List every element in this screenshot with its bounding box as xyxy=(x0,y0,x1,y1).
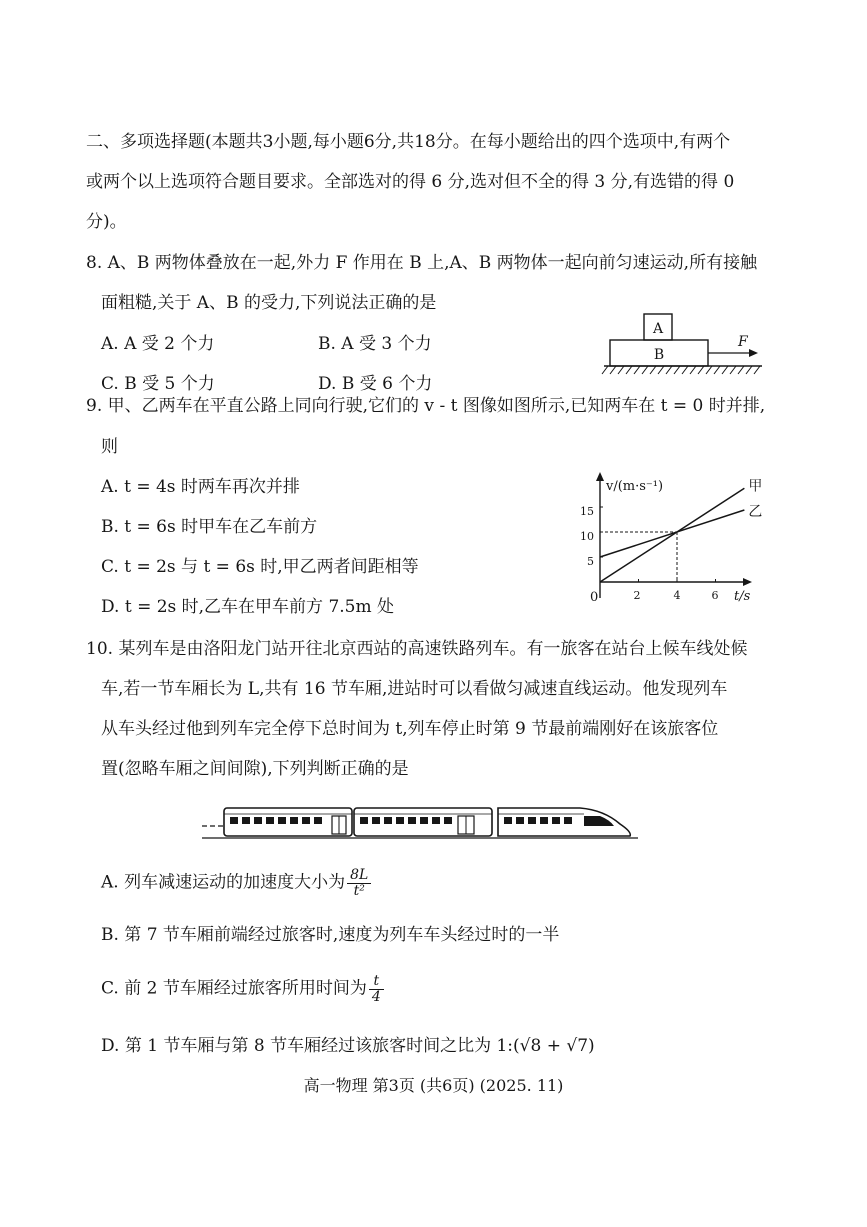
q10-option-b[interactable]: B. 第 7 节车厢前端经过旅客时,速度为列车车头经过时的一半 xyxy=(101,925,560,945)
q10-option-a-fraction xyxy=(347,868,371,898)
q10-option-a-text: A. 列车减速运动的加速度大小为 xyxy=(101,872,346,893)
q8-option-d[interactable]: D. B 受 6 个力 xyxy=(318,374,433,394)
y-axis-arrow xyxy=(596,472,604,481)
y-tick-label-15: 15 xyxy=(580,505,594,518)
y-tick-label-10: 10 xyxy=(580,530,594,543)
q8-option-b[interactable]: B. A 受 3 个力 xyxy=(318,334,432,354)
q10-option-c-text: C. 前 2 节车厢经过旅客所用时间为 xyxy=(101,978,367,999)
q10-train-figure xyxy=(200,798,640,846)
q9-option-c[interactable]: C. t = 2s 与 t = 6s 时,甲乙两者间距相等 xyxy=(101,557,419,577)
series-label-jia: 甲 xyxy=(748,478,763,495)
q9-option-b[interactable]: B. t = 6s 时甲车在乙车前方 xyxy=(101,517,318,537)
section-header-line-2: 或两个以上选项符合题目要求。全部选对的得 6 分,选对但不全的得 3 分,有选错的得 0 xyxy=(86,172,735,192)
x-tick-label-6: 6 xyxy=(711,589,719,602)
q8-stem-line-1: 8. A、B 两物体叠放在一起,外力 F 作用在 B 上,A、B 两物体一起向前匀速运动,所有接触 xyxy=(86,253,758,273)
locomotive-cab-window xyxy=(584,816,614,826)
locomotive-windows xyxy=(504,817,572,824)
block-b-label: B xyxy=(653,347,665,363)
q8-option-c[interactable]: C. B 受 5 个力 xyxy=(101,374,215,394)
y-tick-label-5: 5 xyxy=(587,555,594,568)
ground-hatching xyxy=(602,366,760,374)
q9-stem-line-2: 则 xyxy=(101,437,118,457)
page-footer: 高一物理 第3页 (共6页) (2025. 11) xyxy=(303,1076,564,1095)
y-axis-label: v/(m·s⁻¹) xyxy=(606,479,664,494)
series-label-yi: 乙 xyxy=(748,504,763,520)
series-line-jia xyxy=(600,488,744,582)
q10-stem-line-1: 10. 某列车是由洛阳龙门站开往北京西站的高速铁路列车。有一旅客在站台上候车线处候 xyxy=(86,639,748,659)
q9-option-d[interactable]: D. t = 2s 时,乙车在甲车前方 7.5m 处 xyxy=(101,597,395,617)
q8-blocks-figure xyxy=(598,308,768,380)
q9-vt-chart xyxy=(580,470,770,615)
force-label: F xyxy=(738,334,748,350)
q10-option-c-fraction xyxy=(369,974,384,1004)
q8-option-a[interactable]: A. A 受 2 个力 xyxy=(101,334,215,354)
q10-option-a[interactable] xyxy=(101,868,371,898)
q10-stem-line-2: 车,若一节车厢长为 L,共有 16 节车厢,进站时可以看做匀减速直线运动。他发现列车 xyxy=(101,679,728,699)
q10-option-c[interactable] xyxy=(101,974,384,1004)
q10-stem-line-4: 置(忽略车厢之间间隙),下列判断正确的是 xyxy=(101,759,409,779)
q10-stem-line-3: 从车头经过他到列车完全停下总时间为 t,列车停止时第 9 节最前端刚好在该旅客位 xyxy=(101,719,719,739)
fraction-numerator: 8L xyxy=(347,868,371,884)
car-1-windows xyxy=(230,817,322,824)
q9-option-a[interactable]: A. t = 4s 时两车再次并排 xyxy=(101,477,300,497)
x-tick-label-2: 2 xyxy=(633,589,641,602)
block-a-label: A xyxy=(652,321,664,337)
fraction-denominator: 4 xyxy=(371,988,381,1005)
car-2-windows xyxy=(360,817,452,824)
q8-stem-line-2: 面粗糙,关于 A、B 的受力,下列说法正确的是 xyxy=(101,293,437,313)
fraction-denominator: t² xyxy=(353,882,365,899)
q9-stem-line-1: 9. 甲、乙两车在平直公路上同向行驶,它们的 v - t 图像如图所示,已知两车在 t = 0 时并排, xyxy=(86,396,766,416)
section-header-line-1: 二、多项选择题(本题共3小题,每小题6分,共18分。在每小题给出的四个选项中,有两个 xyxy=(86,132,731,152)
series-line-yi xyxy=(600,510,744,557)
fraction-numerator: t xyxy=(369,974,384,990)
q10-option-d[interactable]: D. 第 1 节车厢与第 8 节车厢经过该旅客时间之比为 1:(√8 + √7) xyxy=(101,1036,595,1056)
x-axis-label: t/s xyxy=(734,589,751,604)
x-axis-arrow xyxy=(743,578,752,586)
x-tick-label-4: 4 xyxy=(673,589,681,602)
force-arrow-head xyxy=(749,349,758,357)
origin-label: 0 xyxy=(590,590,599,605)
section-header-line-3: 分)。 xyxy=(86,212,127,232)
